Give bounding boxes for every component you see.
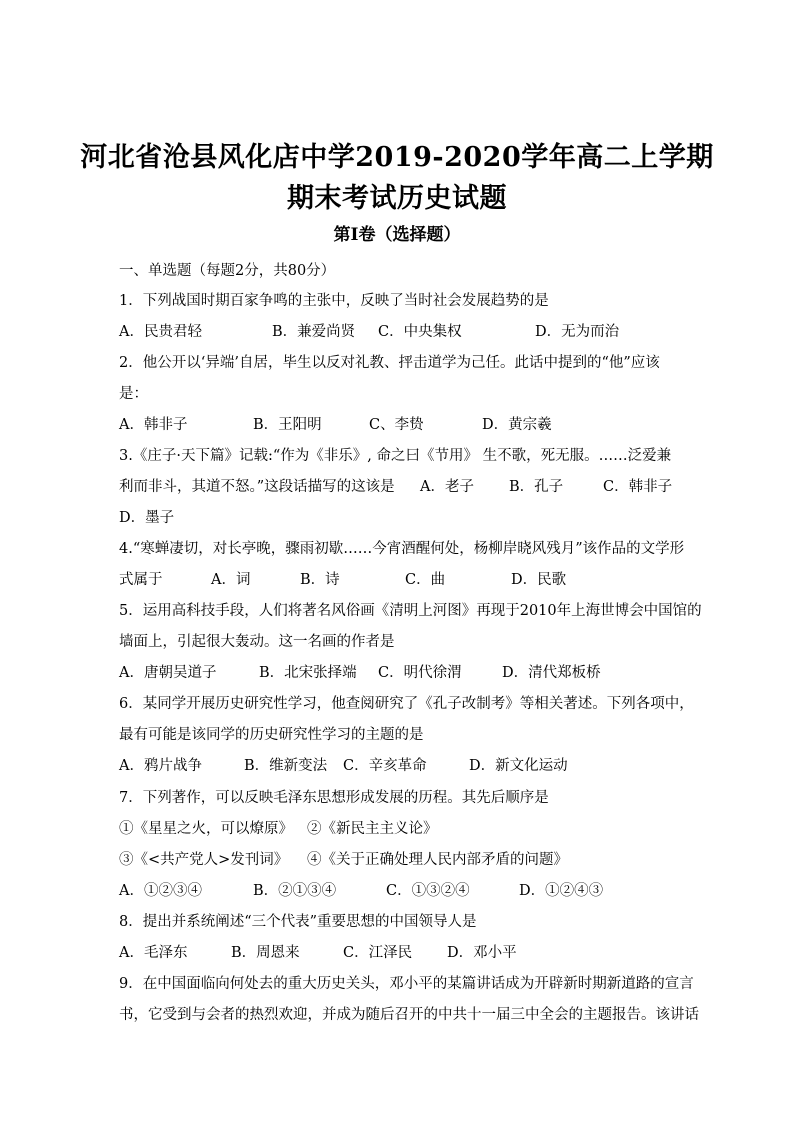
option: A．唐朝吴道子 — [119, 665, 217, 681]
option: D．邓小平 — [447, 945, 517, 961]
section-instruction: 一、单选题（每题2分，共80分） — [119, 263, 336, 279]
list-item: ③《<共产党人>发刊词》 — [119, 852, 289, 868]
question-3-option-d: D．墨子 — [119, 510, 175, 526]
question-9-text-cont: 书，它受到与会者的热烈欢迎，并成为随后召开的中共十一届三中全会的主题报告。该讲话 — [119, 1007, 699, 1023]
question-1-text: 1．下列战国时期百家争鸣的主张中，反映了当时社会发展趋势的是 — [119, 293, 549, 309]
option: C．明代徐渭 — [378, 665, 462, 681]
option: B．②①③④ — [253, 883, 337, 899]
option: D．无为而治 — [535, 324, 620, 340]
question-4-text: 4.“寒蝉凄切，对长亭晚，骤雨初歇……今宵酒醒何处，杨柳岸晓风残月”该作品的文学形 — [119, 541, 685, 557]
question-7-text: 7．下列著作，可以反映毛泽东思想形成发展的历程。其先后顺序是 — [119, 790, 549, 806]
option: B．诗 — [300, 572, 340, 588]
option: A．①②③④ — [119, 883, 202, 899]
exam-title-line1: 河北省沧县风化店中学2019-2020学年高二上学期 — [80, 142, 714, 173]
option: C．中央集权 — [378, 324, 462, 340]
question-5-options — [119, 664, 601, 682]
option: A．韩非子 — [119, 417, 188, 433]
question-8-options — [119, 944, 517, 962]
option: D．清代郑板桥 — [502, 665, 601, 681]
question-6-options — [119, 757, 568, 775]
option: D．新文化运动 — [469, 758, 568, 774]
option: B．兼爱尚贤 — [272, 324, 356, 340]
list-item: ①《星星之火，可以燎原》 — [119, 821, 293, 837]
option: A．民贵君轻 — [119, 324, 202, 340]
option: D．民歌 — [511, 572, 567, 588]
question-5-text-cont: 墙面上，引起很大轰动。这一名画的作者是 — [119, 634, 395, 650]
question-7-items-row2 — [119, 851, 568, 869]
question-2-text: 2．他公开以‘异端’自居，毕生以反对礼教、抨击道学为己任。此话中提到的“他”应该 — [119, 355, 660, 371]
option: C．江泽民 — [343, 945, 413, 961]
option: A．老子 — [420, 479, 474, 495]
question-7-items-row1 — [119, 820, 438, 838]
list-item: ④《关于正确处理人民内部矛盾的问题》 — [307, 852, 568, 868]
option: A．词 — [211, 572, 251, 588]
question-1-options — [119, 323, 619, 341]
question-9-text: 9．在中国面临向何处去的重大历史关头，邓小平的某篇讲话成为开辟新时期新道路的宣言 — [119, 976, 694, 992]
question-7-options — [119, 882, 603, 900]
section-title: 第Ⅰ卷（选择题） — [333, 225, 461, 245]
option: B．北宋张择端 — [259, 665, 357, 681]
list-item: ②《新民主主义论》 — [307, 821, 438, 837]
option: C、李贽 — [369, 417, 424, 433]
question-6-text: 6．某同学开展历史研究性学习，他查阅研究了《孔子改制考》等相关著述。下列各项中， — [119, 696, 694, 712]
option: C．韩非子 — [603, 479, 673, 495]
option: D．黄宗羲 — [482, 417, 552, 433]
option: B．维新变法 — [244, 758, 328, 774]
exam-title-line2: 期末考试历史试题 — [287, 183, 507, 214]
option: D．①②④③ — [519, 883, 604, 899]
option: B．孔子 — [509, 479, 564, 495]
question-2-text-cont: 是： — [119, 386, 148, 402]
question-2-options — [119, 416, 552, 434]
question-3-text-cont: 利而非斗，其道不怒。”这段话描写的这该是 A．老子 B．孔子 C．韩非子 — [119, 479, 673, 495]
question-6-text-cont: 最有可能是该同学的历史研究性学习的主题的是 — [119, 727, 424, 743]
question-8-text: 8．提出并系统阐述“三个代表”重要思想的中国领导人是 — [119, 914, 477, 930]
option: A．鸦片战争 — [119, 758, 202, 774]
option: C．曲 — [405, 572, 446, 588]
option: B．王阳明 — [253, 417, 322, 433]
option: A．毛泽东 — [119, 945, 188, 961]
option: C．辛亥革命 — [343, 758, 427, 774]
option: B．周恩来 — [231, 945, 300, 961]
question-4-options: 式属于 A．词 B．诗 C．曲 D．民歌 — [119, 572, 567, 588]
option: C．①③②④ — [386, 883, 470, 899]
question-5-text: 5．运用高科技手段，人们将著名风俗画《清明上河图》再现于2010年上海世博会中国馆的 — [119, 603, 702, 619]
question-3-text: 3.《庄子·天下篇》记载:“作为《非乐》, 命之曰《节用》 生不歌，死无服。……泛爱兼 — [119, 448, 672, 464]
